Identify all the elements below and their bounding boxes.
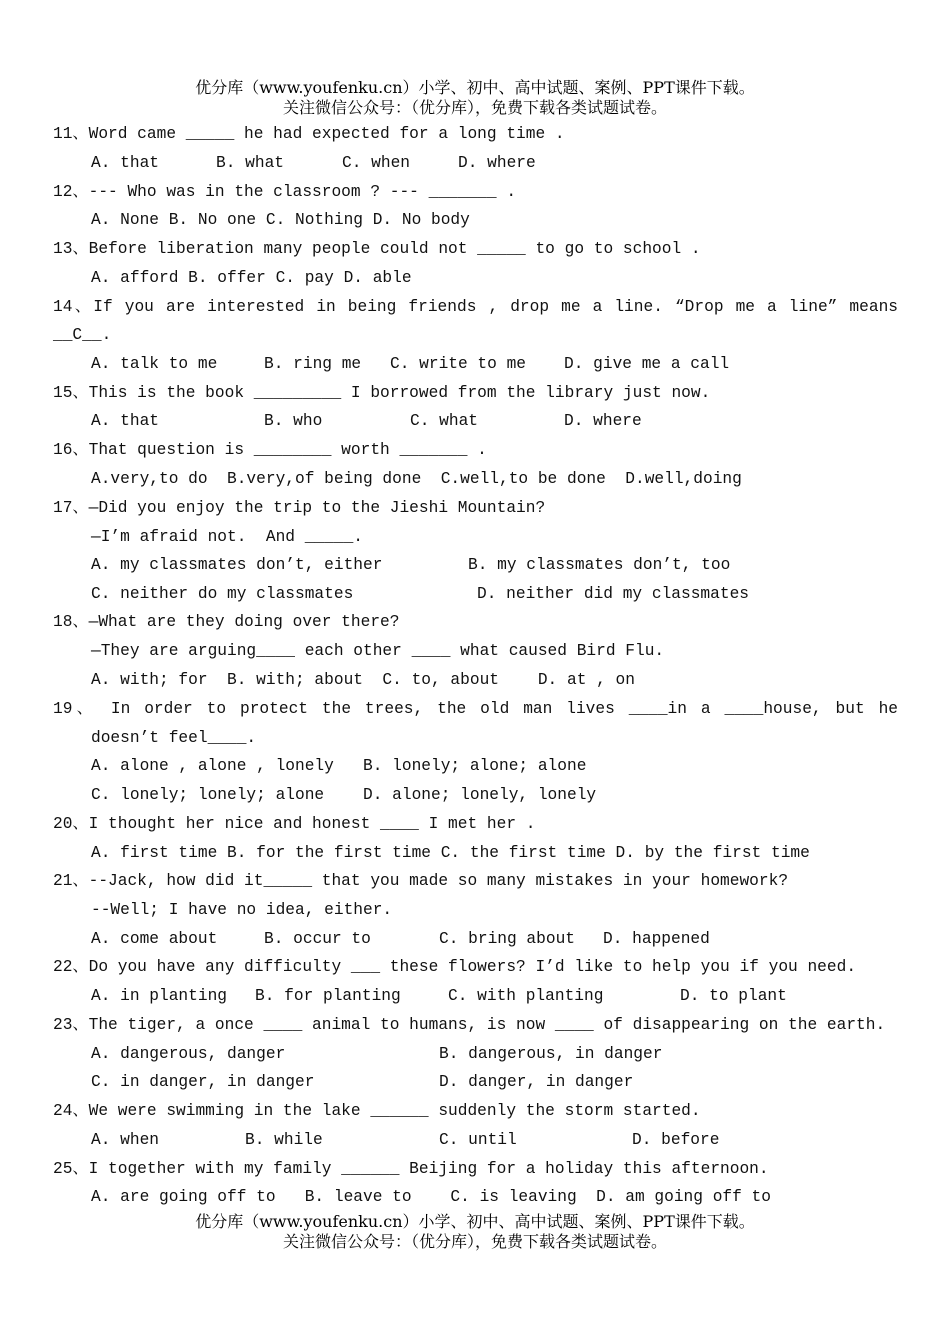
question-22-stem: 22、Do you have any difficulty ___ these flowers? I’d like to help you if you need. [53,958,857,976]
question-14-option-d: D. give me a call [564,355,730,373]
question-14-option-c: C. write to me [390,355,526,373]
question-21-option-c: C. bring about [439,930,575,948]
question-17-stem-line-2: —I’m afraid not. And _____. [91,528,363,546]
question-17-option-c: C. neither do my classmates [91,585,354,603]
question-15-option-c: C. what [410,412,478,430]
question-21-option-a: A. come about [91,930,218,948]
question-22-option-c: C. with planting [448,987,604,1005]
question-24-option-b: B. while [245,1131,323,1149]
question-13-options: A. afford B. offer C. pay D. able [91,269,412,287]
header-line-1: 优分库（www.youfenku.cn）小学、初中、高中试题、案例、PPT课件下载。 [195,78,755,97]
question-22-option-b: B. for planting [255,987,401,1005]
question-18-stem-line-1: 18、—What are they doing over there? [53,613,400,631]
question-24-option-c: C. until [439,1131,517,1149]
question-23-option-b: B. dangerous, in danger [439,1045,663,1063]
question-14-stem-line-2: __C__. [53,326,112,344]
question-22-option-a: A. in planting [91,987,227,1005]
question-24-option-d: D. before [632,1131,720,1149]
question-22-option-d: D. to plant [680,987,787,1005]
question-11-stem: 11、Word came _____ he had expected for a long time . [53,125,565,143]
question-11-option-c: C. when [342,154,410,172]
question-21-stem-line-2: --Well; I have no idea, either. [91,901,393,919]
question-21-option-b: B. occur to [264,930,371,948]
question-23-stem: 23、The tiger, a once ____ animal to humans, is now ____ of disappearing on the earth. [53,1016,886,1034]
question-19-stem-line-2: doesn’t feel____. [91,729,257,747]
question-21-stem-line-1: 21、--Jack, how did it_____ that you made so many mistakes in your homework? [53,872,789,890]
question-15-stem: 15、This is the book _________ I borrowed from the library just now. [53,384,711,402]
question-17-option-d: D. neither did my classmates [477,585,749,603]
question-11-option-d: D. where [458,154,536,172]
question-18-stem-line-2: —They are arguing____ each other ____ what caused Bird Flu. [91,642,665,660]
question-21-option-d: D. happened [603,930,710,948]
footer-line-2: 关注微信公众号：（优分库），免费下载各类试题试卷。 [282,1232,667,1251]
question-17-option-a: A. my classmates don’t, either [91,556,383,574]
question-23-option-a: A. dangerous, danger [91,1045,286,1063]
question-17-option-b: B. my classmates don’t, too [468,556,731,574]
question-14-option-a: A. talk to me [91,355,218,373]
question-24-option-a: A. when [91,1131,159,1149]
question-19-options-ab: A. alone , alone , lonely B. lonely; alone; alone [91,757,587,775]
question-17-stem-line-1: 17、—Did you enjoy the trip to the Jieshi Mountain? [53,499,546,517]
question-16-stem: 16、That question is ________ worth _______ . [53,441,487,459]
question-14-stem-line-1: 14、If you are interested in being friends , drop me a line. “Drop me a line” means [53,298,898,316]
header-line-2: 关注微信公众号：（优分库），免费下载各类试题试卷。 [282,98,667,117]
question-11-option-b: B. what [216,154,284,172]
question-15-option-a: A. that [91,412,159,430]
question-20-stem: 20、I thought her nice and honest ____ I met her . [53,815,536,833]
question-16-options: A.very,to do B.very,of being done C.well,to be done D.well,doing [91,470,742,488]
question-24-stem: 24、We were swimming in the lake ______ suddenly the storm started. [53,1102,701,1120]
question-18-options: A. with; for B. with; about C. to, about D. at , on [91,671,635,689]
footer-line-1: 优分库（www.youfenku.cn）小学、初中、高中试题、案例、PPT课件下载。 [195,1212,755,1231]
question-12-options: A. None B. No one C. Nothing D. No body [91,211,470,229]
question-23-option-d: D. danger, in danger [439,1073,634,1091]
question-19-stem-line-1: 19、 In order to protect the trees, the old man lives ____in a ____house, but he [53,700,898,718]
question-23-option-c: C. in danger, in danger [91,1073,315,1091]
question-13-stem: 13、Before liberation many people could not _____ to go to school . [53,240,701,258]
question-19-options-cd: C. lonely; lonely; alone D. alone; lonely, lonely [91,786,597,804]
question-15-option-b: B. who [264,412,323,430]
question-25-options: A. are going off to B. leave to C. is leaving D. am going off to [91,1188,771,1206]
question-12-stem: 12、--- Who was in the classroom ? --- _______ . [53,183,517,201]
question-14-option-b: B. ring me [264,355,362,373]
question-11-option-a: A. that [91,154,159,172]
question-25-stem: 25、I together with my family ______ Beijing for a holiday this afternoon. [53,1160,769,1178]
question-20-options: A. first time B. for the first time C. the first time D. by the first time [91,844,810,862]
question-15-option-d: D. where [564,412,642,430]
